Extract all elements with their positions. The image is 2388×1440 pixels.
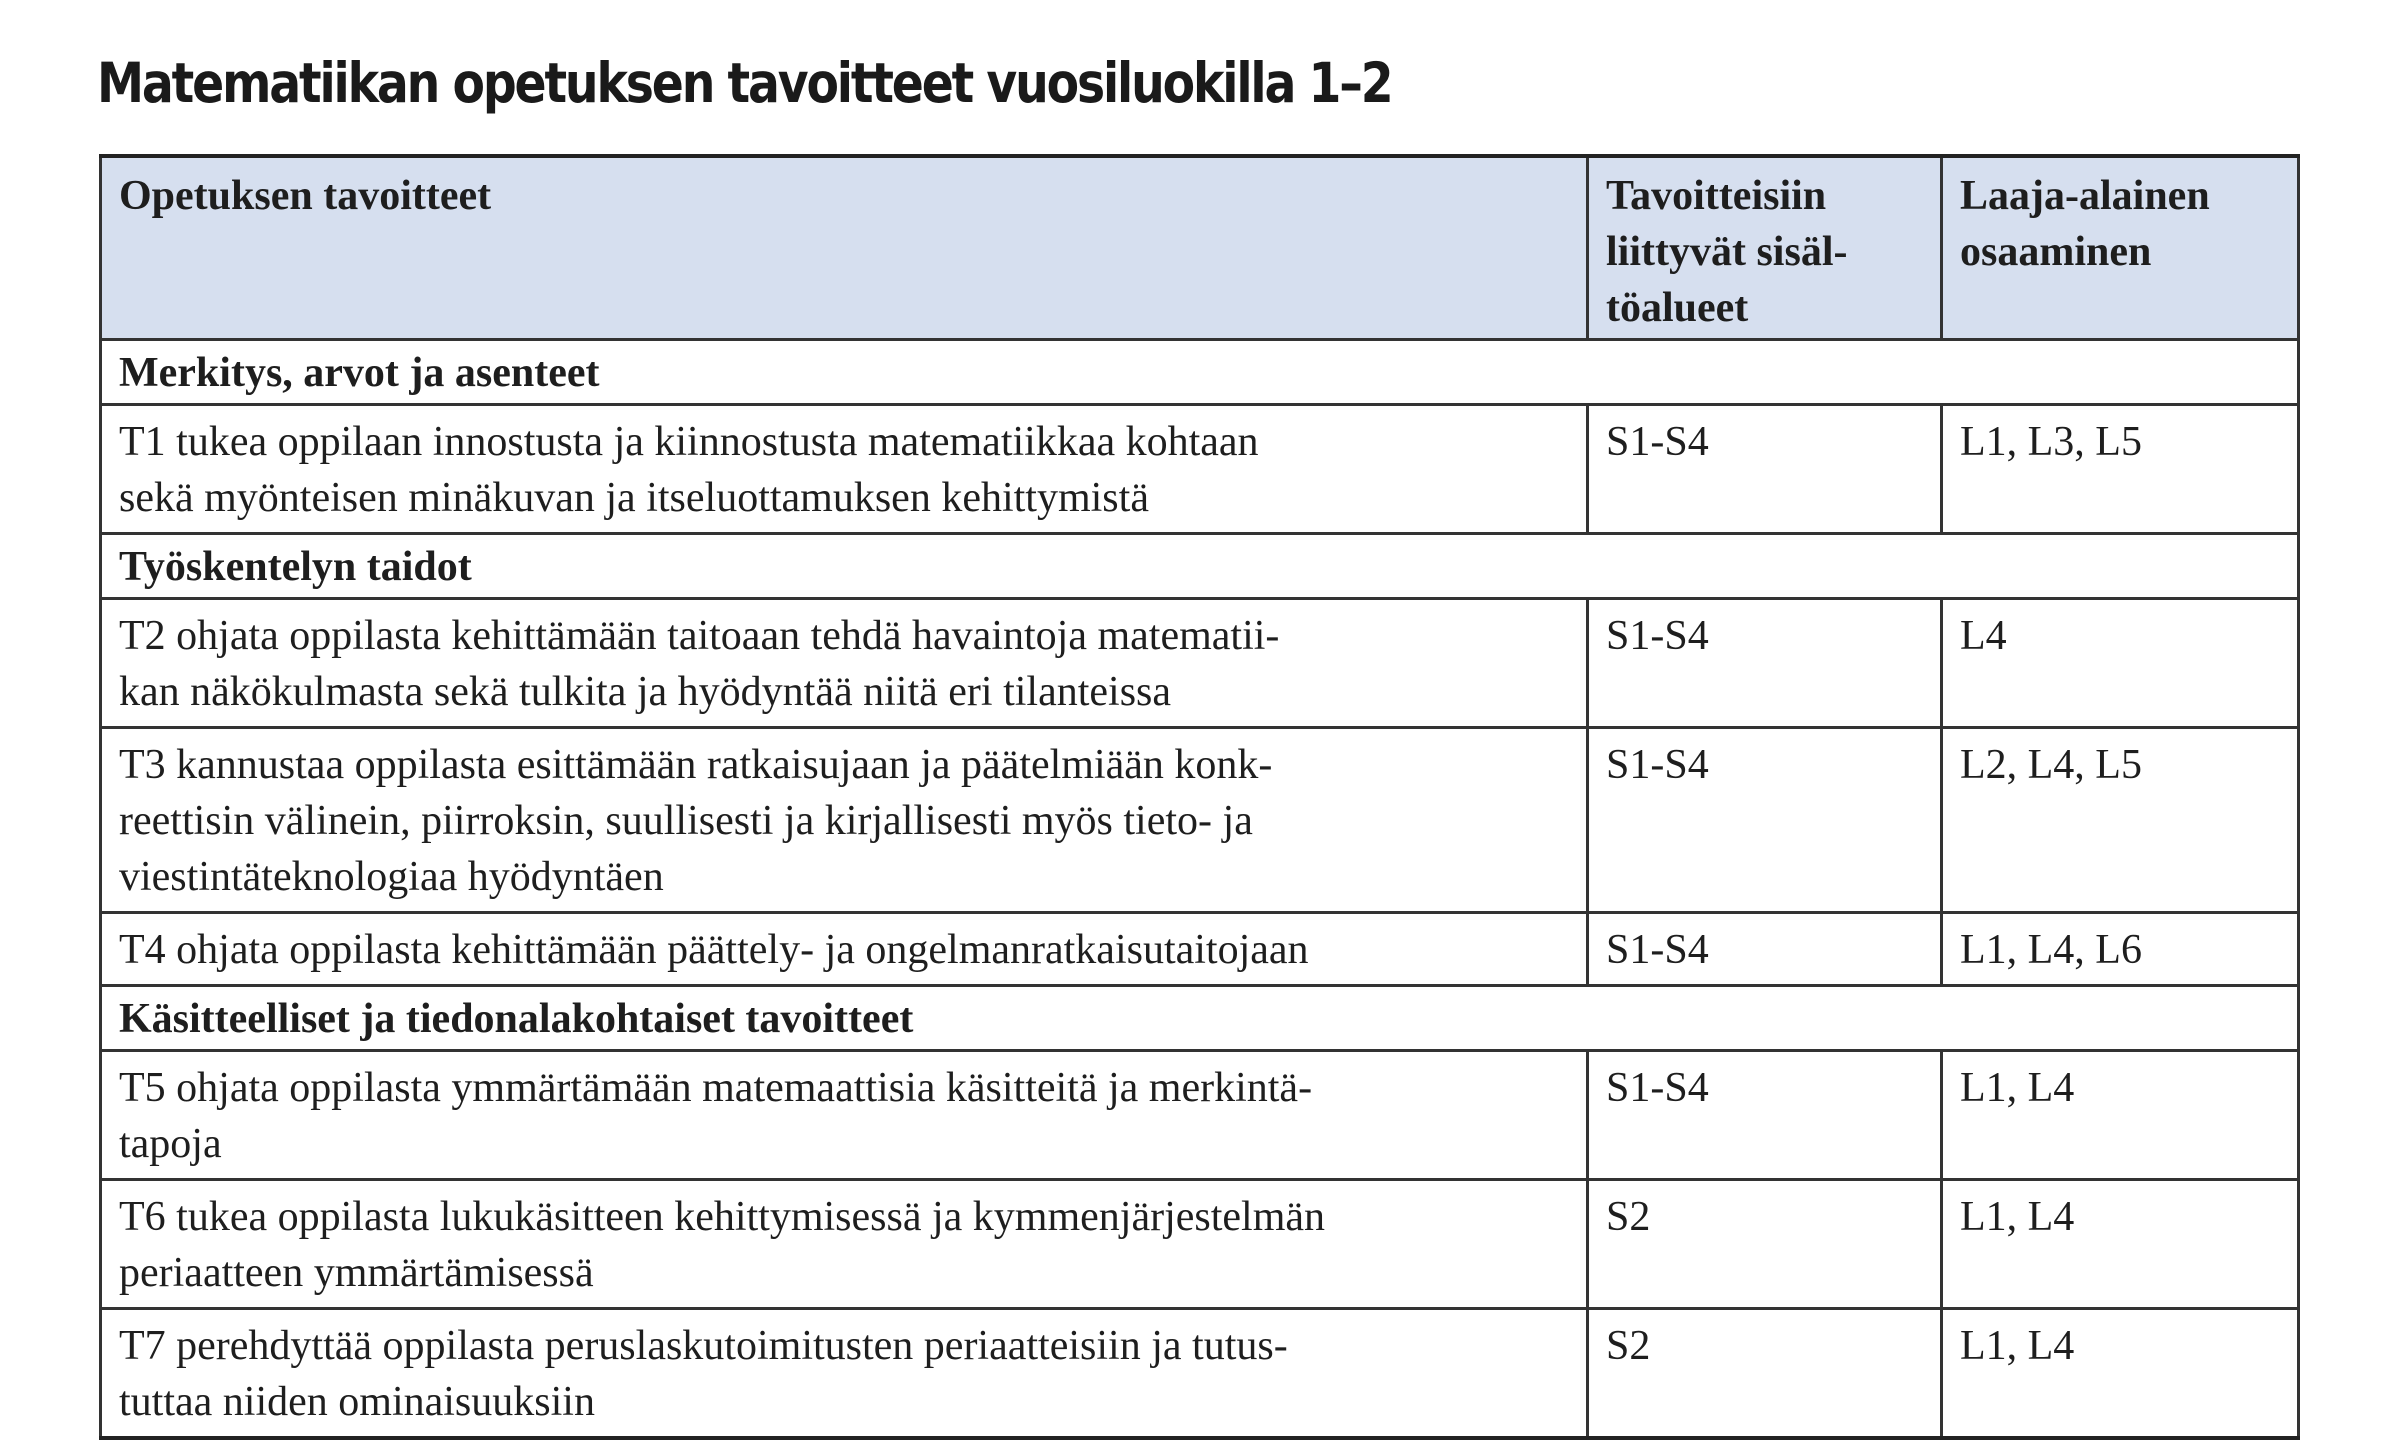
- section-title: Merkitys, arvot ja asenteet: [101, 340, 2299, 405]
- table-body: [101, 340, 2299, 1439]
- goal-line: sekä myönteisen minäkuvan ja itseluottamuksen kehittymistä: [119, 475, 1149, 521]
- section-row: [101, 534, 2299, 599]
- header-line: liittyvät sisäl-: [1606, 229, 1848, 275]
- content-areas-cell: S1-S4: [1588, 1051, 1942, 1180]
- content-areas-cell: S1-S4: [1588, 728, 1942, 913]
- table-header-row: [101, 156, 2299, 340]
- goal-line: reettisin välinein, piirroksin, suullisesti ja kirjallisesti myös tieto- ja: [119, 798, 1253, 844]
- section-title: Työskentelyn taidot: [101, 534, 2299, 599]
- header-line: töalueet: [1606, 285, 1749, 331]
- goal-description: [101, 599, 1588, 728]
- goal-line: tapoja: [119, 1121, 222, 1167]
- competences-cell: L1, L4: [1942, 1309, 2299, 1439]
- content-areas-cell: S2: [1588, 1309, 1942, 1439]
- goal-line: T7 perehdyttää oppilasta peruslaskutoimitusten periaatteisiin ja tutus-: [119, 1323, 1288, 1369]
- goal-line: T1 tukea oppilaan innostusta ja kiinnostusta matematiikkaa kohtaan: [119, 419, 1259, 465]
- table-row: [101, 728, 2299, 913]
- goal-line: T6 tukea oppilasta lukukäsitteen kehittymisessä ja kymmenjärjestelmän: [119, 1194, 1326, 1240]
- competences-cell: L1, L3, L5: [1942, 405, 2299, 534]
- table-row: [101, 1180, 2299, 1309]
- header-line: Tavoitteisiin: [1606, 173, 1827, 219]
- goal-line: kan näkökulmasta sekä tulkita ja hyödyntää niitä eri tilanteissa: [119, 669, 1172, 715]
- table-row: [101, 599, 2299, 728]
- page-title: Matematiikan opetuksen tavoitteet vuosiluokilla 1–2: [97, 50, 1392, 115]
- goal-line: viestintäteknologiaa hyödyntäen: [119, 854, 664, 900]
- column-header-competences: [1942, 156, 2299, 340]
- goal-description: [101, 1180, 1588, 1309]
- content-areas-cell: S1-S4: [1588, 913, 1942, 986]
- goals-table: [99, 154, 2300, 1440]
- goal-description: [101, 913, 1588, 986]
- competences-cell: L1, L4, L6: [1942, 913, 2299, 986]
- competences-cell: L1, L4: [1942, 1180, 2299, 1309]
- table-row: [101, 405, 2299, 534]
- section-row: [101, 340, 2299, 405]
- section-row: [101, 986, 2299, 1051]
- table-row: [101, 1051, 2299, 1180]
- table-row: [101, 913, 2299, 986]
- goal-line: T5 ohjata oppilasta ymmärtämään matemaattisia käsitteitä ja merkintä-: [119, 1065, 1313, 1111]
- goal-description: [101, 1051, 1588, 1180]
- section-title: Käsitteelliset ja tiedonalakohtaiset tavoitteet: [101, 986, 2299, 1051]
- column-header-content-areas: [1588, 156, 1942, 340]
- competences-cell: L4: [1942, 599, 2299, 728]
- goal-description: [101, 1309, 1588, 1439]
- competences-cell: L2, L4, L5: [1942, 728, 2299, 913]
- header-line: Laaja-alainen: [1960, 173, 2210, 219]
- goal-line: T2 ohjata oppilasta kehittämään taitoaan tehdä havaintoja matematii-: [119, 613, 1280, 659]
- content-areas-cell: S2: [1588, 1180, 1942, 1309]
- goal-line: T4 ohjata oppilasta kehittämään päättely- ja ongelmanratkaisutaitojaan: [119, 927, 1309, 973]
- table-row: [101, 1309, 2299, 1439]
- content-areas-cell: S1-S4: [1588, 599, 1942, 728]
- column-header-goals: Opetuksen tavoitteet: [101, 156, 1588, 340]
- goal-description: [101, 728, 1588, 913]
- competences-cell: L1, L4: [1942, 1051, 2299, 1180]
- goal-line: periaatteen ymmärtämisessä: [119, 1250, 594, 1296]
- goal-line: tuttaa niiden ominaisuuksiin: [119, 1379, 595, 1425]
- goal-line: T3 kannustaa oppilasta esittämään ratkaisujaan ja päätelmiään konk-: [119, 742, 1273, 788]
- header-line: osaaminen: [1960, 229, 2152, 275]
- goal-description: [101, 405, 1588, 534]
- content-areas-cell: S1-S4: [1588, 405, 1942, 534]
